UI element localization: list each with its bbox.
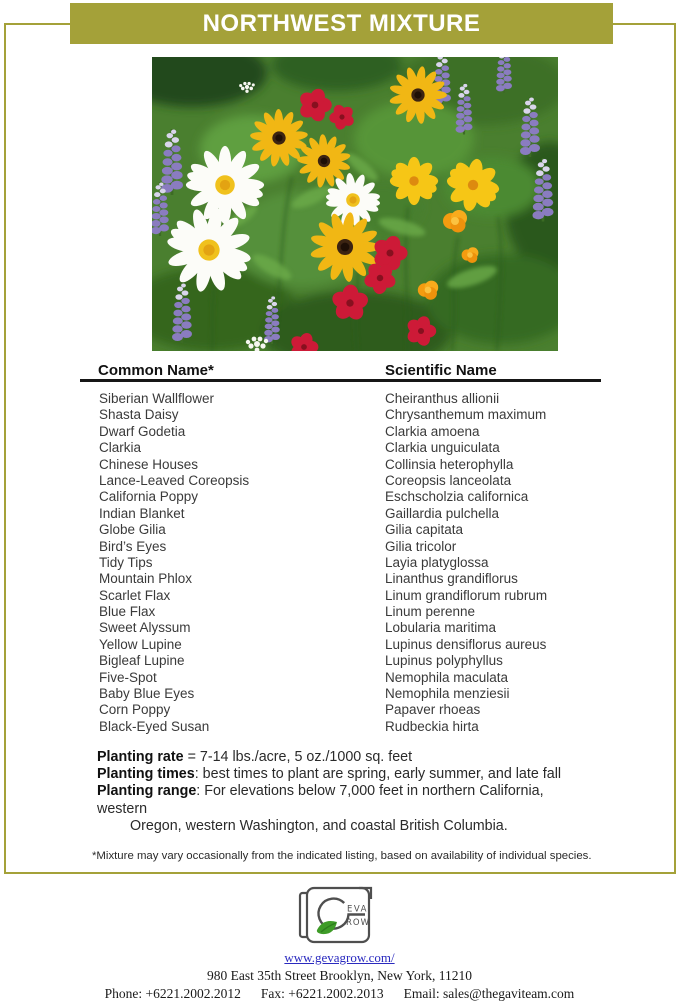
logo-text-row: ROW <box>345 918 370 928</box>
scientific-name-cell: Lupinus densiflorus aureus <box>385 636 547 652</box>
table-row <box>0 539 679 555</box>
common-name-cell: Blue Flax <box>99 604 156 620</box>
scientific-name-cell: Layia platyglossa <box>385 554 489 570</box>
wildflower-photo <box>152 57 558 351</box>
table-row <box>0 555 679 571</box>
species-rows <box>0 391 679 735</box>
scientific-name-cell: Chrysanthemum maximum <box>385 407 547 423</box>
logo-text-eva: EVA <box>346 904 368 915</box>
email-text: Email: sales@thegaviteam.com <box>403 986 575 1001</box>
fax-text: Fax: +6221.2002.2013 <box>260 986 384 1001</box>
table-row <box>0 489 679 505</box>
table-row <box>0 670 679 686</box>
table-row <box>0 473 679 489</box>
table-row <box>0 588 679 604</box>
table-row <box>0 457 679 473</box>
common-name-cell: Black-Eyed Susan <box>99 718 210 734</box>
scientific-name-cell: Gilia tricolor <box>385 538 457 554</box>
table-row <box>0 637 679 653</box>
common-name-cell: Globe Gilia <box>99 522 166 538</box>
common-name-header: Common Name* <box>98 362 214 379</box>
common-name-cell: Yellow Lupine <box>99 636 182 652</box>
common-name-cell: Sweet Alyssum <box>99 620 191 636</box>
website-link[interactable]: www.gevagrow.com/ <box>284 950 395 965</box>
planting-line: Planting range: For elevations below 7,000 feet in northern California, <box>97 783 544 800</box>
table-row <box>0 653 679 669</box>
scientific-name-cell: Lobularia maritima <box>385 620 497 636</box>
table-row <box>0 440 679 456</box>
common-name-cell: Bird’s Eyes <box>99 538 167 554</box>
table-row <box>0 604 679 620</box>
page-title: NORTHWEST MIXTURE <box>202 9 481 37</box>
common-name-cell: Chinese Houses <box>99 456 199 472</box>
table-row <box>0 571 679 587</box>
table-row <box>0 506 679 522</box>
scientific-name-cell: Clarkia unguiculata <box>385 440 500 456</box>
scientific-name-cell: Cheiranthus allionii <box>385 391 500 406</box>
table-row <box>0 719 679 735</box>
scientific-name-cell: Linanthus grandiflorus <box>385 571 518 587</box>
table-row <box>0 686 679 702</box>
scientific-name-cell: Eschscholzia californica <box>385 489 529 505</box>
table-row <box>0 620 679 636</box>
common-name-cell: Tidy Tips <box>99 554 153 570</box>
common-name-cell: Shasta Daisy <box>99 407 179 423</box>
table-row <box>0 522 679 538</box>
common-name-cell: Baby Blue Eyes <box>99 686 195 702</box>
scientific-name-header: Scientific Name <box>385 362 497 379</box>
scientific-name-cell: Gilia capitata <box>385 522 464 538</box>
table-row <box>0 702 679 718</box>
planting-line: Oregon, western Washington, and coastal British Columbia. <box>130 817 508 834</box>
phone-text: Phone: +6221.2002.2012 <box>104 986 241 1001</box>
common-name-cell: Corn Poppy <box>99 702 171 718</box>
scientific-name-cell: Collinsia heterophylla <box>385 456 514 472</box>
footer <box>0 884 679 1002</box>
common-name-cell: Lance-Leaved Coreopsis <box>99 472 250 488</box>
contact-line <box>0 986 679 1002</box>
common-name-cell: Indian Blanket <box>99 505 185 521</box>
common-name-cell: Mountain Phlox <box>99 571 193 587</box>
address-line: 980 East 35th Street Brooklyn, New York, 11210 <box>207 968 472 983</box>
scientific-name-cell: Lupinus polyphyllus <box>385 653 503 669</box>
scientific-name-cell: Linum grandiflorum rubrum <box>385 587 548 603</box>
planting-line: western <box>97 800 148 817</box>
planting-line: Planting rate = 7-14 lbs./acre, 5 oz./1000 sq. feet <box>97 749 413 765</box>
common-name-cell: Bigleaf Lupine <box>99 653 185 669</box>
table-row <box>0 424 679 440</box>
table-header-rule <box>80 379 601 382</box>
planting-info <box>97 749 657 835</box>
common-name-cell: Five-Spot <box>99 669 157 685</box>
scientific-name-cell: Gaillardia pulchella <box>385 505 500 521</box>
table-row <box>0 391 679 407</box>
scientific-name-cell: Coreopsis lanceolata <box>385 472 512 488</box>
scientific-name-cell: Nemophila maculata <box>385 669 509 685</box>
scientific-name-cell: Clarkia amoena <box>385 423 480 439</box>
common-name-cell: Scarlet Flax <box>99 587 171 603</box>
title-banner <box>70 3 613 44</box>
geva-grow-logo <box>0 884 679 948</box>
scientific-name-cell: Linum perenne <box>385 604 476 620</box>
footnote: *Mixture may vary occasionally from the indicated listing, based on availability of individual species. <box>92 850 592 862</box>
scientific-name-cell: Nemophila menziesii <box>385 686 510 702</box>
common-name-cell: Dwarf Godetia <box>99 423 186 439</box>
common-name-cell: California Poppy <box>99 489 199 505</box>
scientific-name-cell: Papaver rhoeas <box>385 702 481 718</box>
table-row <box>0 407 679 423</box>
common-name-cell: Siberian Wallflower <box>99 391 215 406</box>
planting-line: Planting times: best times to plant are spring, early summer, and late fall <box>97 766 562 783</box>
common-name-cell: Clarkia <box>99 440 142 456</box>
scientific-name-cell: Rudbeckia hirta <box>385 718 479 734</box>
